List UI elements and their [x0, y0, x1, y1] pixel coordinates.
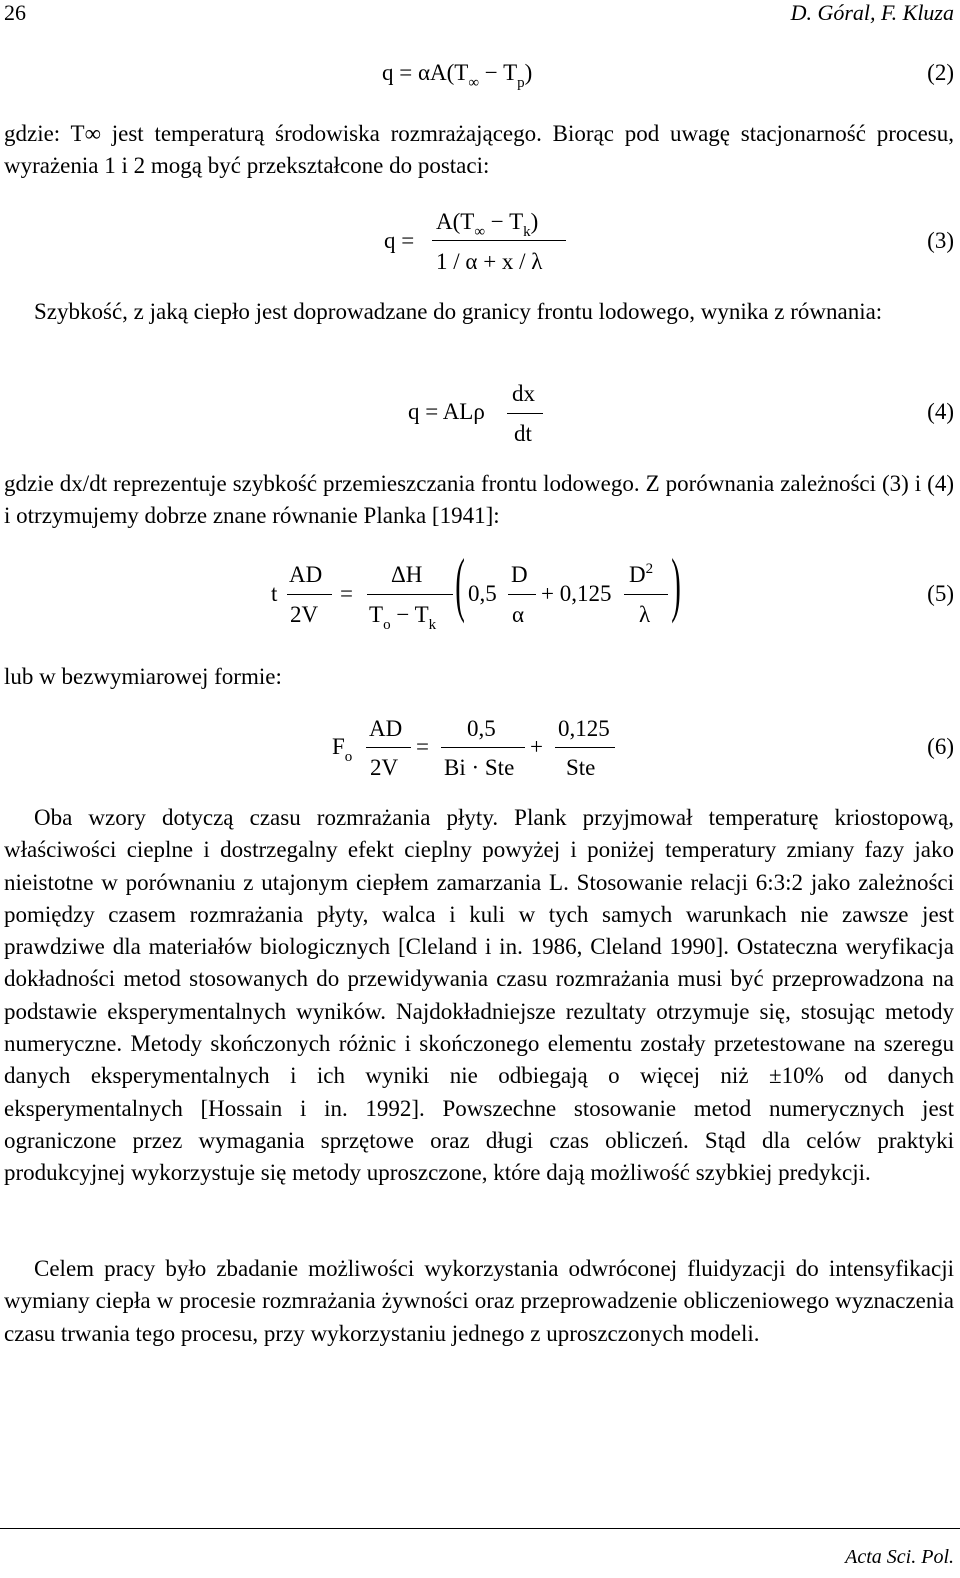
eq6-2v: 2V — [370, 755, 399, 780]
eq5-plus: + 0,125 — [541, 581, 612, 606]
eq6-plus: + — [530, 734, 543, 759]
journal-name: Acta Sci. Pol. — [845, 1546, 954, 1568]
eq5-dh: ΔH — [391, 562, 423, 587]
eq5-d1: D — [511, 562, 528, 587]
running-header-authors: D. Góral, F. Kluza — [790, 0, 954, 25]
equation-3-numerator: $A(T_\infty - T_k)$ — [436, 209, 539, 240]
eq6-fo: $F_o$ — [332, 734, 353, 765]
eq6-bi-ste: Bi · Ste — [444, 755, 515, 780]
equation-4-number: (4) — [927, 399, 954, 424]
eq6-equals: = — [416, 734, 429, 759]
equation-6-number: (6) — [927, 734, 954, 759]
eq5-d2: $D^2$ — [629, 561, 654, 587]
equation-4-fraction-bar — [507, 413, 543, 414]
paragraph-5: Oba wzory dotyczą czasu rozmrażania płyty. Plank przyjmował temperaturę kriostopową, właściwości cieplne i dostrzegalny efekt cieplny powyżej i poniżej temperatury zmiany fazy jako nieistotne w porównaniu z utajonym ciepłem zamarzania L. Stosowanie relacji 6:3:2 jako zależności pomiędzy czasem rozmrażania płyty, walca i kuli w tych samych warunkach nie zawsze jest prawdziwe dla materiałów biologicznych [Cleland i in. 1986, Cleland 1990]. Ostateczna weryfikacja dokładności metod stosowanych do przewidywania czasu rozmrażania musi być przeprowadzona na podstawie eksperymentalnych wyników. Najdokładniejsze rezultaty otrzymuje się, stosując metody numeryczne. Metody skończonych różnic i skończonego elementu zostały przetestowane na szeregu danych eksperymentalnych i ich wyniki nie odbiegają o więcej niż ±10% od danych eksperymentalnych [Hossain i in. 1992]. Powszechne stosowanie metod numerycznych jest ograniczone przez wymagania sprzętowe oraz długi czas obliczeń. Stąd dla celów praktyki produkcyjnej wykorzystuje się metody uproszczone, które dają możliwość szybkiej predykcji. — [4, 805, 954, 1186]
equation-3-fraction-bar — [432, 240, 566, 241]
eq5-bar-3 — [508, 594, 536, 595]
eq6-0125: 0,125 — [558, 716, 610, 741]
eq5-right-paren: ) — [671, 544, 681, 624]
eq5-equals: = — [340, 581, 353, 606]
eq6-ste: Ste — [566, 755, 596, 780]
equation-2-number: (2) — [927, 60, 954, 85]
equation-3-number: (3) — [927, 228, 954, 253]
equation-4-denominator: dt — [514, 421, 532, 446]
eq6-bar-1 — [366, 747, 411, 748]
eq5-alpha: α — [512, 602, 525, 627]
paragraph-3: gdzie dx/dt reprezentuje szybkość przemieszczania frontu lodowego. Z porównania zależności (3) i (4) i otrzymujemy dobrze znane równanie Planka [1941]: — [4, 471, 954, 529]
footer-rule — [0, 1528, 960, 1529]
eq6-05: 0,5 — [467, 716, 496, 741]
eq5-bar-2 — [367, 594, 453, 595]
paragraph-6: Celem pracy było zbadanie możliwości wykorzystania odwróconej fluidyzacji do intensyfikacji wymiany ciepła w procesie rozmrażania żywności oraz przeprowadzenie obliczeniowego wyznaczenia czasu trwania tego procesu, przy wykorzystaniu jednego z uproszczonych modeli. — [4, 1256, 954, 1346]
eq5-tok: $T_o - T_k$ — [369, 602, 437, 633]
eq6-ad: AD — [369, 716, 403, 741]
page-number: 26 — [4, 0, 26, 25]
equation-4-numerator: dx — [512, 381, 535, 406]
equation-5-number: (5) — [927, 581, 954, 606]
eq5-left-paren: ( — [455, 544, 465, 624]
eq6-bar-2 — [441, 747, 525, 748]
eq5-05: 0,5 — [468, 581, 497, 606]
eq5-lambda: λ — [639, 602, 651, 627]
paragraph-2: Szybkość, z jaką ciepło jest doprowadzane do granicy frontu lodowego, wynika z równania: — [34, 299, 883, 324]
eq6-bar-3 — [555, 747, 615, 748]
eq5-bar-1 — [287, 594, 332, 595]
paragraph-4: lub w bezwymiarowej formie: — [4, 664, 282, 689]
eq5-ad: AD — [289, 562, 323, 587]
eq5-2v: 2V — [290, 602, 319, 627]
eq5-bar-4 — [624, 594, 668, 595]
equation-4-lhs: q = ALρ — [408, 399, 485, 424]
equation-2: $q = \alpha A(T_\infty - T_p)$ — [382, 60, 533, 91]
equation-3-lhs: q = — [384, 228, 415, 253]
paragraph-1: gdzie: T∞ jest temperaturą środowiska rozmrażającego. Biorąc pod uwagę stacjonarność procesu, wyrażenia 1 i 2 mogą być przekształcone do postaci: — [4, 121, 954, 179]
eq5-t: t — [271, 581, 278, 606]
equation-3-denominator: 1 / α + x / λ — [436, 249, 543, 274]
